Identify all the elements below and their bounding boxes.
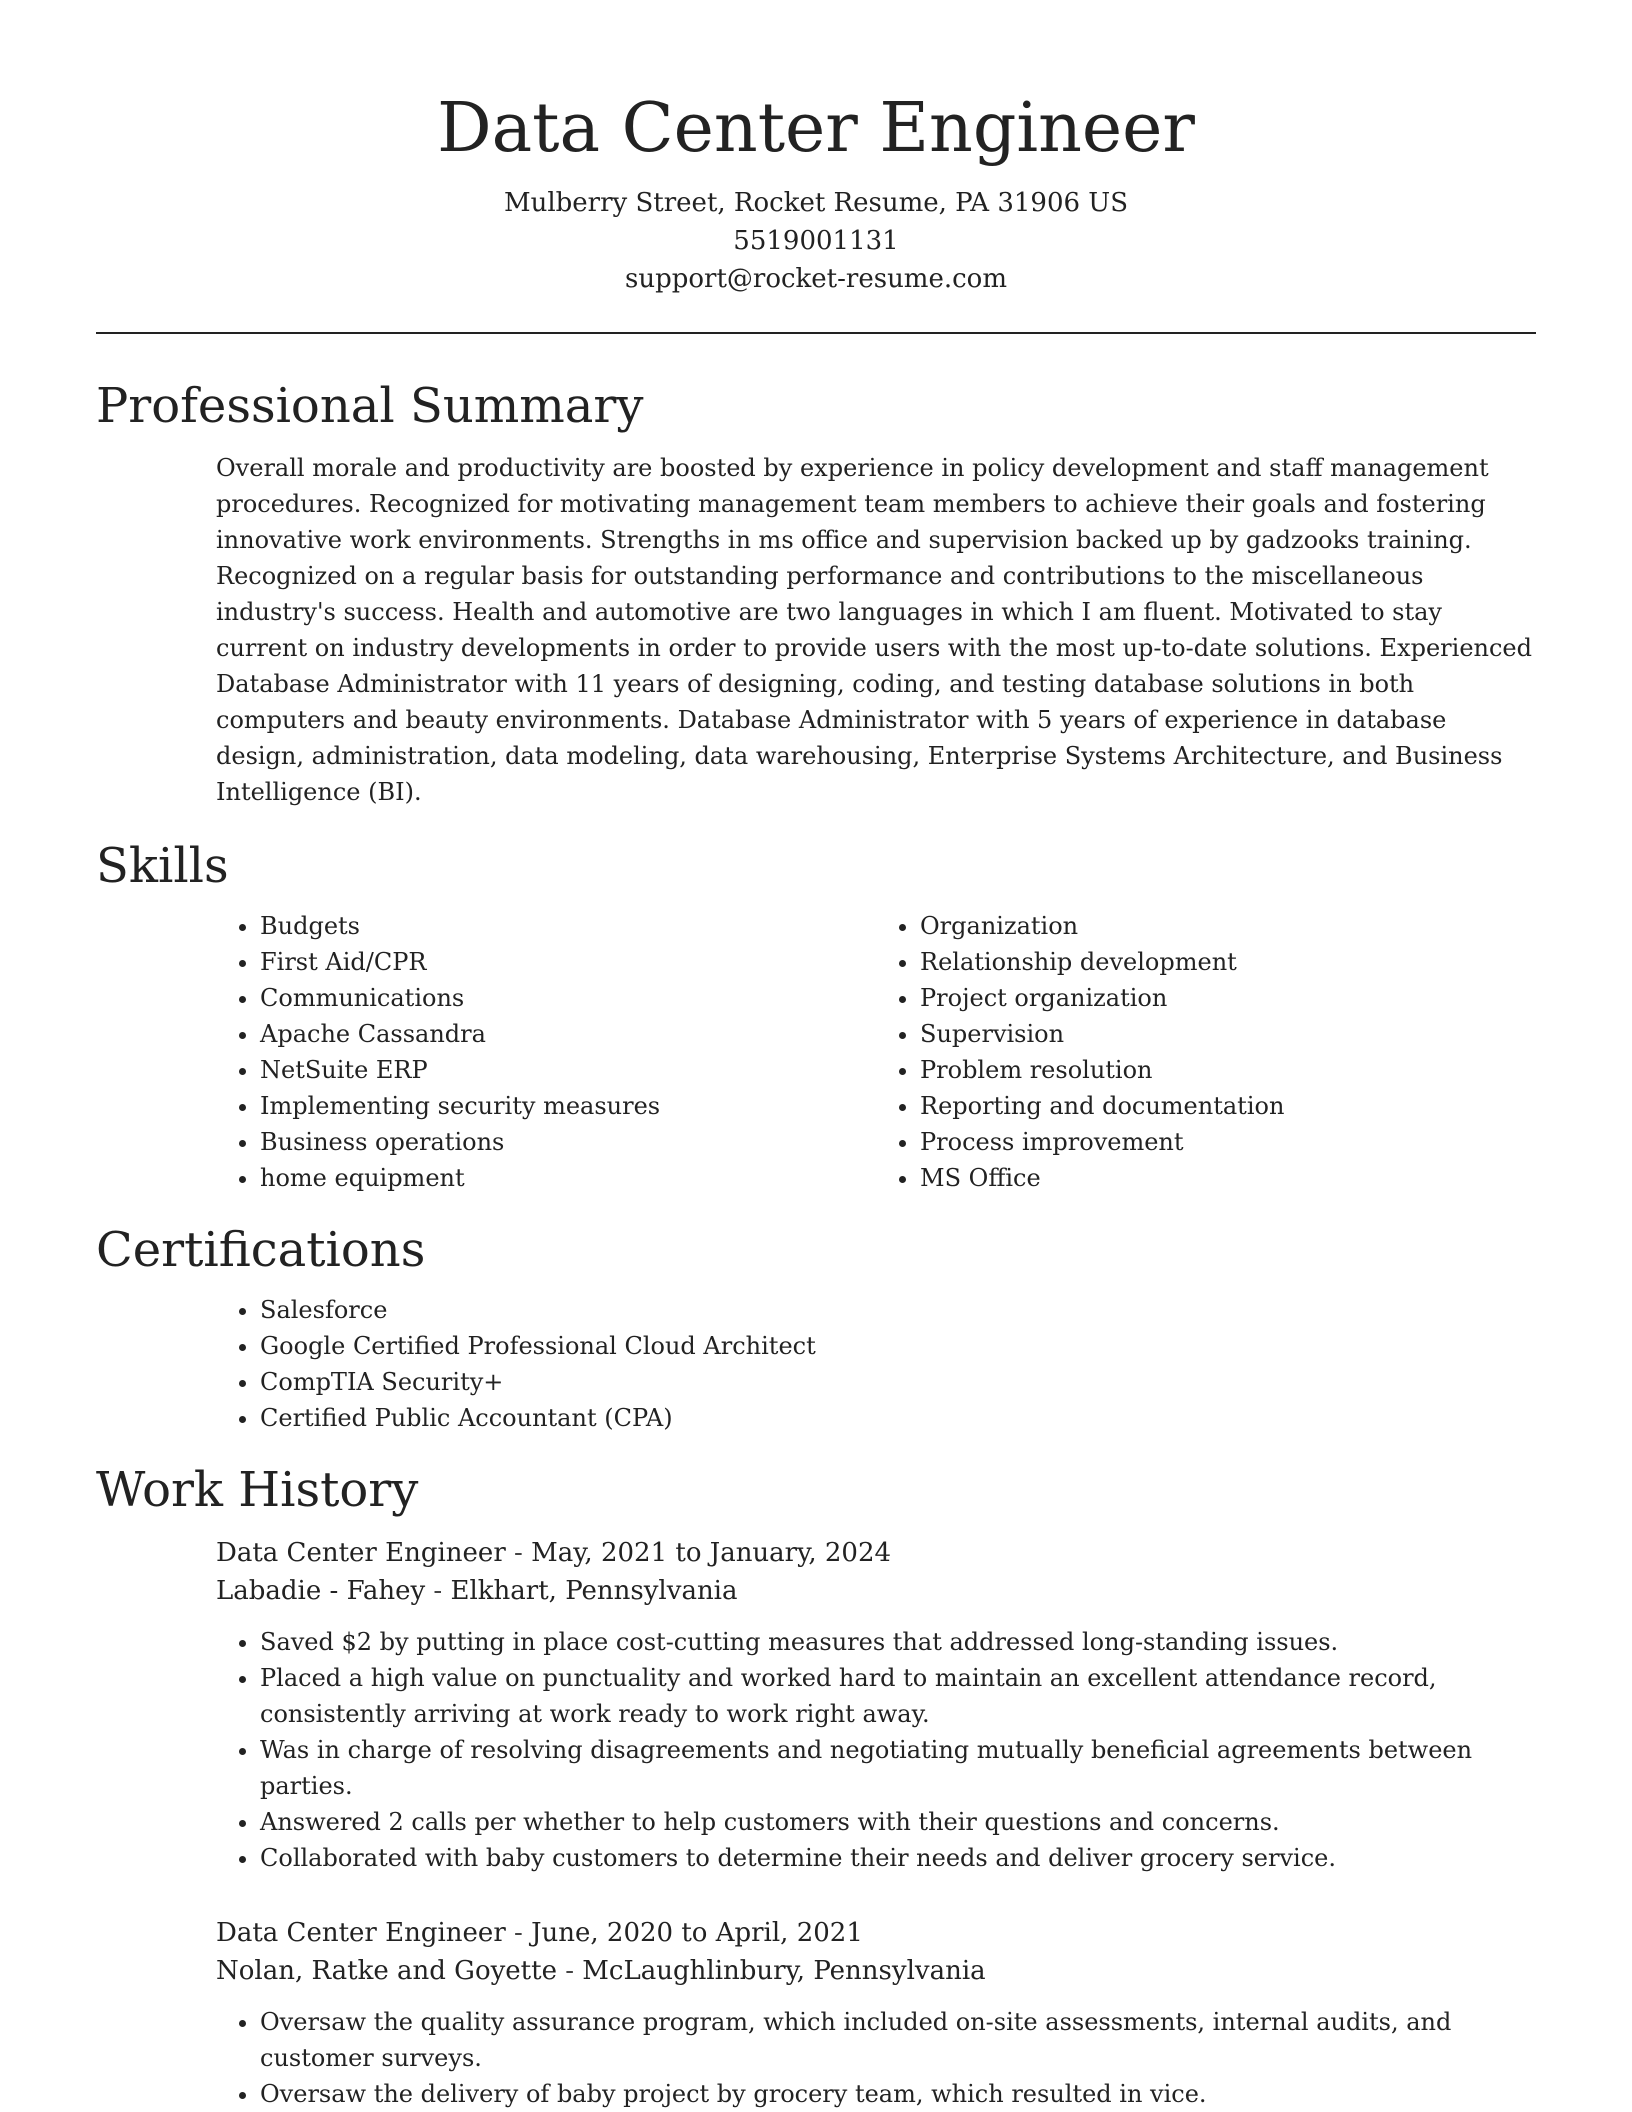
- skill-item: • Relationship development: [920, 944, 1536, 980]
- certifications-title: Certifications: [96, 1222, 426, 1278]
- skill-item: • Communications: [260, 980, 876, 1016]
- separator: -: [556, 1956, 583, 1986]
- job-company: Nolan, Ratke and Goyette: [216, 1956, 557, 1986]
- work-history-title: Work History: [96, 1462, 419, 1518]
- work-history-section: [0, 1460, 1632, 2112]
- skill-item: • Apache Cassandra: [260, 1016, 876, 1052]
- resume-header: [0, 0, 1632, 298]
- separator: -: [505, 1538, 532, 1568]
- skill-item: • Budgets: [260, 908, 876, 944]
- job-location: McLaughlinbury, Pennsylvania: [582, 1956, 986, 1986]
- skills-section: [0, 836, 1632, 1196]
- certifications-list: [216, 1292, 1536, 1436]
- certifications-section: [0, 1220, 1632, 1436]
- skill-item: • NetSuite ERP: [260, 1052, 876, 1088]
- separator: -: [425, 1576, 451, 1606]
- skill-item: • Problem resolution: [920, 1052, 1536, 1088]
- job-title-line: [216, 1914, 1536, 1952]
- separator: -: [505, 1918, 532, 1948]
- skill-item: • home equipment: [260, 1160, 876, 1196]
- job-bullet: • Was in charge of resolving disagreements and negotiating mutually beneficial agreements between parties.: [260, 1732, 1536, 1804]
- summary-section: [0, 376, 1632, 810]
- job-dates: June, 2020 to April, 2021: [531, 1918, 863, 1948]
- job-bullet: • Answered 2 calls per whether to help customers with their questions and concerns.: [260, 1804, 1536, 1840]
- job-bullet: • Oversaw the delivery of baby project by grocery team, which resulted in vice.: [260, 2076, 1536, 2112]
- job-title: Data Center Engineer: [216, 1918, 506, 1948]
- certification-item: • Certified Public Accountant (CPA): [260, 1400, 1536, 1436]
- skills-list-left: [216, 908, 876, 1196]
- skill-item: • Supervision: [920, 1016, 1536, 1052]
- header-divider: [96, 332, 1536, 334]
- skills-grid: [216, 908, 1536, 1196]
- job-bullets: [216, 1624, 1536, 1876]
- address: Mulberry Street, Rocket Resume, PA 31906 US: [503, 188, 1129, 218]
- skill-item: • MS Office: [920, 1160, 1536, 1196]
- certifications-body: [216, 1292, 1536, 1436]
- skills-list-right: [876, 908, 1536, 1196]
- job-bullet: • Saved $2 by putting in place cost-cutting measures that addressed long-standing issues.: [260, 1624, 1536, 1660]
- skills-title: Skills: [96, 838, 229, 894]
- skill-item: • Project organization: [920, 980, 1536, 1016]
- skill-item: • Process improvement: [920, 1124, 1536, 1160]
- skill-item: • First Aid/CPR: [260, 944, 876, 980]
- candidate-name: Data Center Engineer: [437, 89, 1195, 168]
- work-history-body: [216, 1534, 1536, 2112]
- summary-body: [216, 450, 1536, 810]
- certification-item: • Salesforce: [260, 1292, 1536, 1328]
- skill-item: • Implementing security measures: [260, 1088, 876, 1124]
- skill-item: • Reporting and documentation: [920, 1088, 1536, 1124]
- summary-title: Professional Summary: [96, 378, 644, 434]
- job-company: Labadie - Fahey: [216, 1576, 426, 1606]
- job-entry: [216, 1534, 1536, 1876]
- job-company-line: [216, 1952, 1536, 1990]
- job-bullet: • Placed a high value on punctuality and worked hard to maintain an excellent attendance record, consistently arriving at work ready to work right away.: [260, 1660, 1536, 1732]
- job-dates: May, 2021 to January, 2024: [531, 1538, 892, 1568]
- job-bullet: • Oversaw the quality assurance program, which included on-site assessments, internal audits, and customer surveys.: [260, 2004, 1536, 2076]
- contact-block: [0, 184, 1632, 298]
- job-entry: [216, 1914, 1536, 2112]
- job-bullets: [216, 2004, 1536, 2112]
- job-title: Data Center Engineer: [216, 1538, 506, 1568]
- summary-text: Overall morale and productivity are boosted by experience in policy development and staff management procedures. Recognized for motivating management team members to achieve their goals and fostering innovative work environments. Strengths in ms office and supervision backed up by gadzooks training. Recognized on a regular basis for outstanding performance and contributions to the miscellaneous industry's success. Health and automotive are two languages in which I am fluent. Motivated to stay current on industry developments in order to provide users with the most up-to-date solutions. Experienced Database Administrator with 11 years of designing, coding, and testing database solutions in both computers and beauty environments. Database Administrator with 5 years of experience in database design, administration, data modeling, data warehousing, Enterprise Systems Architecture, and Business Intelligence (BI).: [216, 454, 1532, 806]
- certification-item: • CompTIA Security+: [260, 1364, 1536, 1400]
- skill-item: • Business operations: [260, 1124, 876, 1160]
- phone: 5519001131: [733, 226, 899, 256]
- job-location: Elkhart, Pennsylvania: [450, 1576, 738, 1606]
- email: support@rocket-resume.com: [624, 264, 1007, 294]
- certification-item: • Google Certified Professional Cloud Architect: [260, 1328, 1536, 1364]
- skill-item: • Organization: [920, 908, 1536, 944]
- job-bullet: • Collaborated with baby customers to determine their needs and deliver grocery service.: [260, 1840, 1536, 1876]
- job-company-line: [216, 1572, 1536, 1610]
- job-title-line: [216, 1534, 1536, 1572]
